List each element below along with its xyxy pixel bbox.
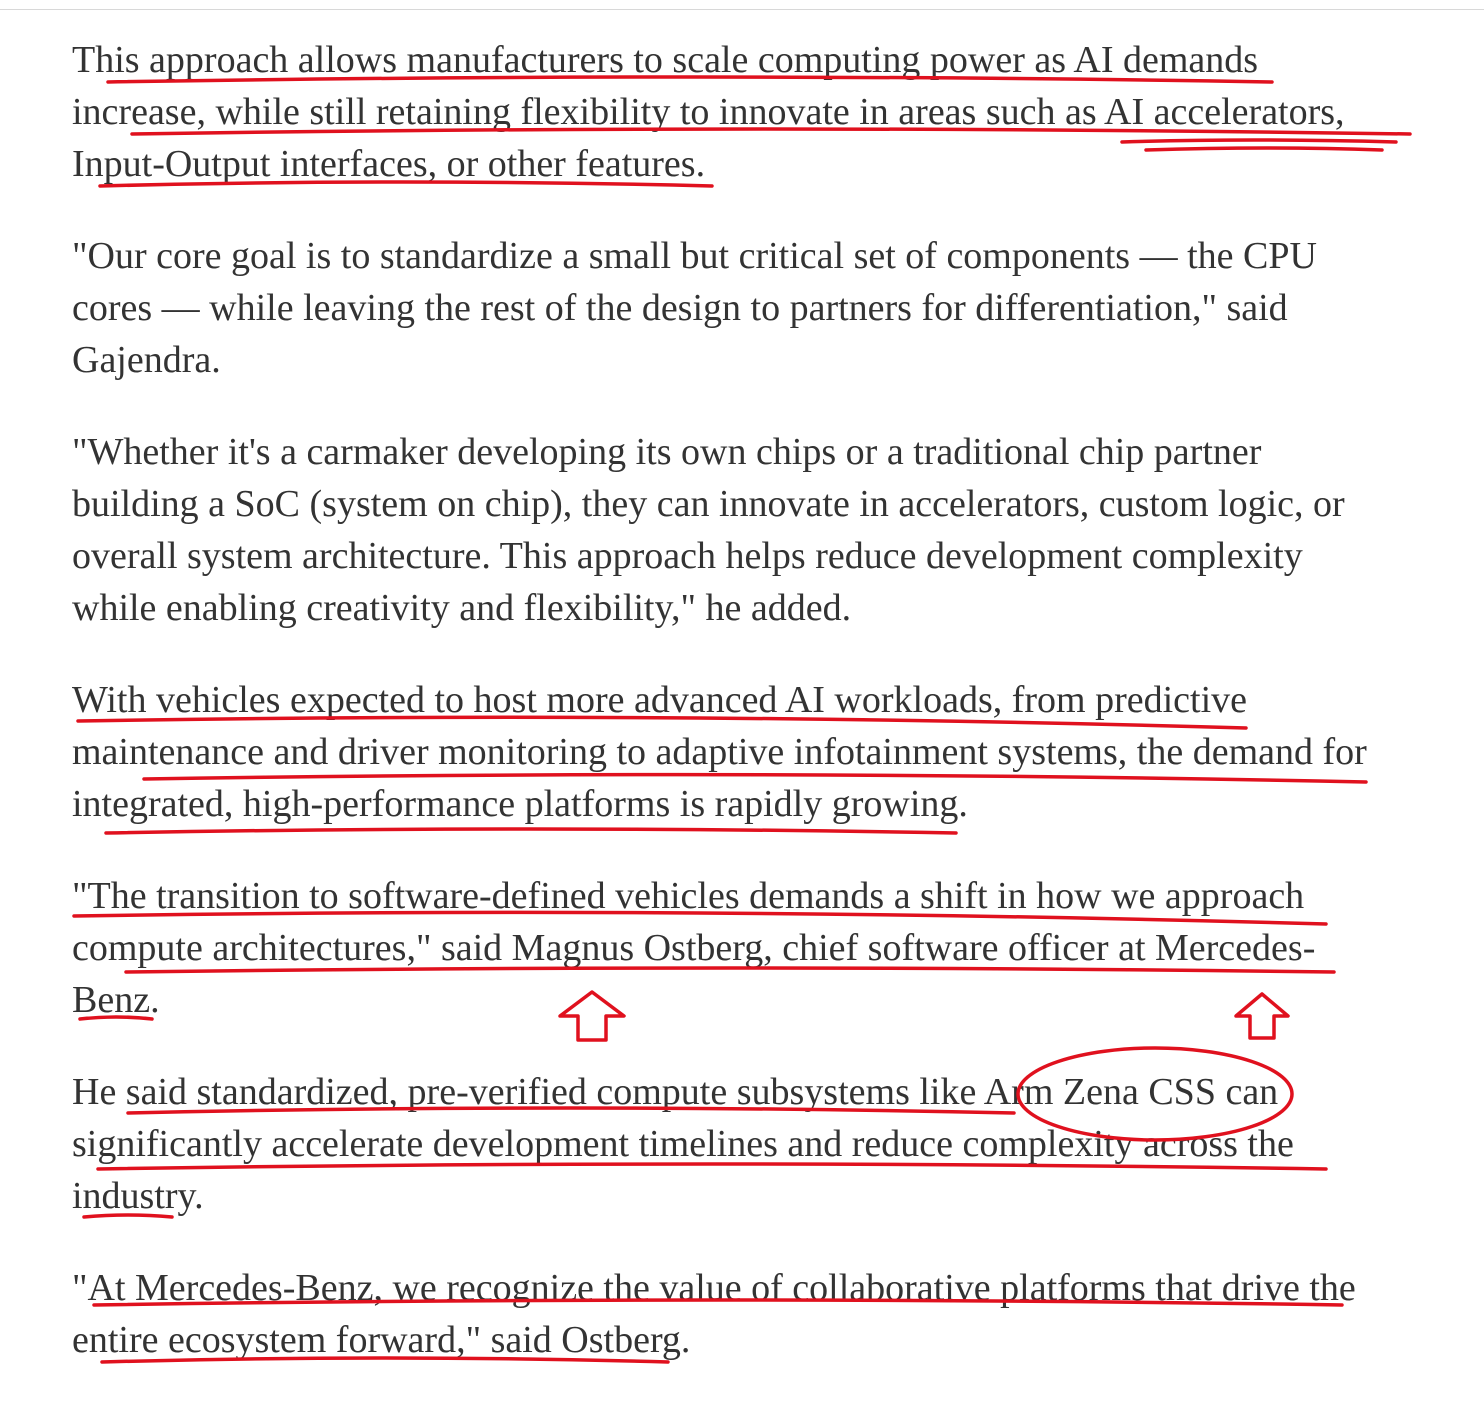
top-divider [0,9,1484,10]
paragraph [72,426,1345,634]
text-line: Input-Output interfaces, or other features. [72,143,706,185]
text-line: Gajendra. [72,339,221,381]
text-line: cores — while leaving the rest of the design to partners for differentiation," said [72,287,1288,329]
paragraph [72,674,1367,830]
text-line: maintenance and driver monitoring to adaptive infotainment systems, the demand for [72,731,1367,773]
text-line: With vehicles expected to host more advanced AI workloads, from predictive [72,679,1248,721]
text-line: significantly accelerate development timelines and reduce complexity across the [72,1123,1294,1165]
text-line: This approach allows manufacturers to scale computing power as AI demands [72,39,1259,81]
text-line: building a SoC (system on chip), they can innovate in accelerators, custom logic, or [72,483,1345,525]
text-line: integrated, high-performance platforms is rapidly growing. [72,783,968,825]
paragraph [72,870,1315,1026]
text-line: compute architectures," said Magnus Ostberg, chief software officer at Mercedes- [72,927,1316,969]
text-line: overall system architecture. This approach helps reduce development complexity [72,535,1303,577]
paragraph [72,1262,1356,1366]
text-line: "At Mercedes-Benz, we recognize the value of collaborative platforms that drive the [72,1267,1356,1309]
text-line: "Our core goal is to standardize a small but critical set of components — the CPU [72,235,1317,277]
text-line: while enabling creativity and flexibility," he added. [72,587,852,629]
paragraph [72,230,1317,386]
text-line: industry. [72,1175,204,1217]
paragraph [72,1066,1294,1222]
text-line: Benz. [72,979,160,1021]
text-line: entire ecosystem forward," said Ostberg. [72,1319,691,1361]
text-line: increase, while still retaining flexibility to innovate in areas such as AI accelerators, [72,91,1345,133]
text-line: "Whether it's a carmaker developing its own chips or a traditional chip partner [72,431,1262,473]
paragraph [72,34,1345,190]
text-line: He said standardized, pre-verified compute subsystems like Arm Zena CSS can [72,1071,1279,1113]
text-line: "The transition to software-defined vehicles demands a shift in how we approach [72,875,1305,917]
